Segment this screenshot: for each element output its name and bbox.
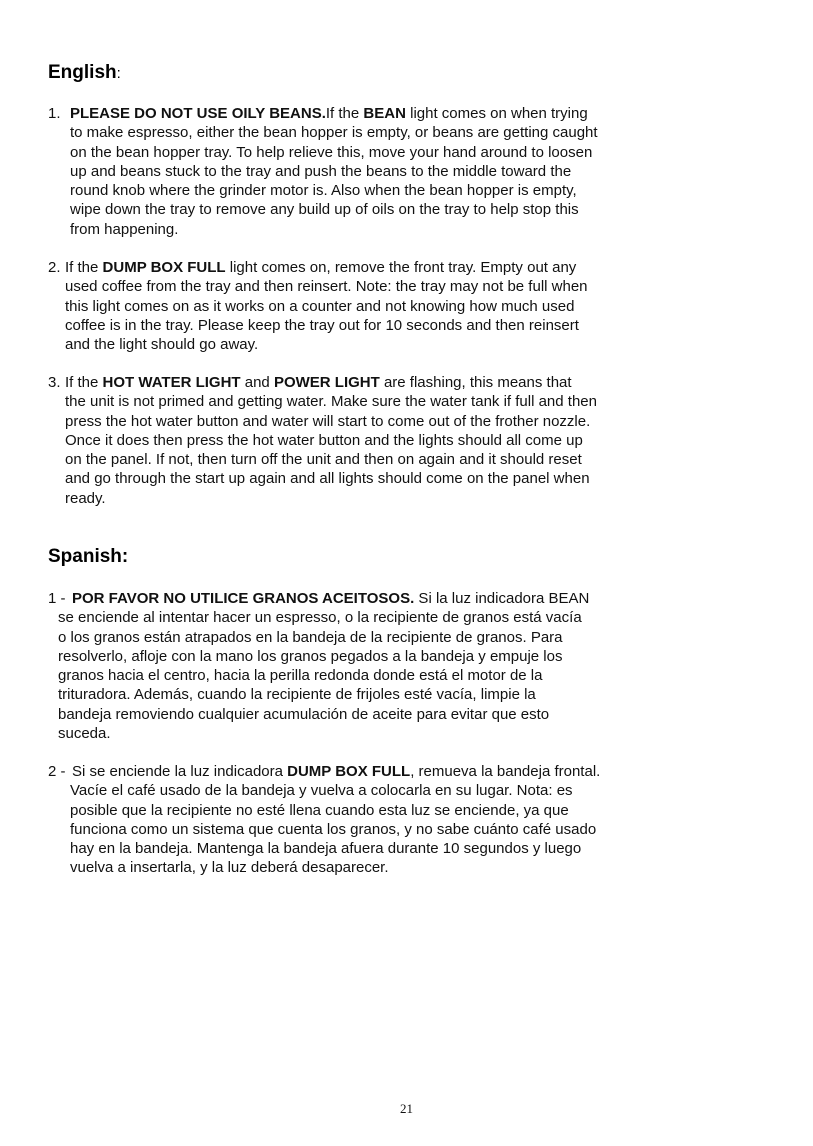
text-line: vuelva a insertarla, y la luz deberá desaparecer.: [70, 859, 389, 877]
warning-bold: POR FAVOR NO UTILICE GRANOS ACEITOSOS.: [72, 590, 415, 607]
text-line: coffee is in the tray. Please keep the tray out for 10 seconds and then reinsert: [65, 316, 579, 334]
english-item-1-text: [70, 104, 598, 239]
text-run: and: [240, 374, 274, 391]
text-line: [72, 762, 600, 781]
text-line: funciona como un sistema que cuenta los granos, y no sabe cuánto café usado: [70, 820, 597, 838]
text-line: resolverlo, afloje con la mano los granos pegados a la bandeja y empuje los: [58, 647, 563, 665]
text-line: to make espresso, either the bean hopper is empty, or beans are getting caught: [70, 124, 598, 142]
text-line: up and beans stuck to the tray and push the beans to the middle toward the: [70, 162, 572, 180]
english-item-2-text: [65, 258, 588, 354]
list-number: 1.: [48, 105, 61, 122]
text-line: and the light should go away.: [65, 336, 259, 354]
text-run: are flashing, this means that: [379, 374, 572, 391]
list-number: 3.: [48, 374, 61, 391]
text-line: on the panel. If not, then turn off the unit and then on again and it should reset: [65, 451, 582, 469]
text-line: Vacíe el café usado de la bandeja y vuelva a colocarla en su lugar. Nota: es: [70, 782, 573, 800]
text-line: on the bean hopper tray. To help relieve this, move your hand around to loosen: [70, 143, 593, 161]
bean-bold: BEAN: [363, 105, 406, 122]
text-line: o los granos están atrapados en la bandeja de la recipiente de granos. Para: [58, 628, 563, 646]
text-run: If the: [325, 105, 364, 122]
text-line: press the hot water button and water will start to come out of the frother nozzle.: [65, 412, 591, 430]
text-run: light comes on when trying: [405, 105, 588, 122]
power-light-bold: POWER LIGHT: [273, 374, 380, 391]
english-item-3-text: [65, 373, 597, 508]
text-line: hay en la bandeja. Mantenga la bandeja afuera durante 10 segundos y luego: [70, 840, 582, 858]
text-line: granos hacia el centro, hacia la perilla redonda donde está el motor de la: [58, 667, 543, 685]
text-run: If the: [65, 374, 103, 391]
text-line: ready.: [65, 489, 106, 507]
text-line: Once it does then press the hot water button and the lights should all come up: [65, 431, 583, 449]
list-number: 1 -: [48, 590, 66, 607]
text-line: [72, 589, 589, 608]
text-run: If the: [65, 259, 103, 276]
text-line: round knob where the grinder motor is. Also when the bean hopper is empty,: [70, 182, 577, 200]
text-line: from happening.: [70, 220, 179, 238]
text-line: posible que la recipiente no esté llena cuando esta luz se enciende, ya que: [70, 801, 569, 819]
text-line: suceda.: [58, 725, 111, 743]
text-run: , remueva la bandeja frontal.: [410, 763, 601, 780]
text-line: used coffee from the tray and then reinsert. Note: the tray may not be full when: [65, 278, 588, 296]
text-line: trituradora. Además, cuando la recipiente de frijoles esté vacía, limpie la: [58, 686, 536, 704]
text-line: this light comes on as it works on a counter and not knowing how much used: [65, 297, 575, 315]
text-run: light comes on, remove the front tray. Empty out any: [225, 259, 577, 276]
text-line: bandeja removiendo cualquier acumulación de aceite para evitar que esto: [58, 705, 550, 723]
dump-box-full-bold: DUMP BOX FULL: [287, 763, 411, 780]
text-line: [65, 258, 588, 277]
text-line: and go through the start up again and all lights should come on the panel when: [65, 470, 590, 488]
text-line: the unit is not primed and getting water. Make sure the water tank if full and then: [65, 393, 597, 411]
warning-bold: PLEASE DO NOT USE OILY BEANS.: [70, 105, 326, 122]
list-number: 2 -: [48, 763, 66, 780]
spanish-heading: Spanish:: [48, 546, 129, 567]
list-number: 2.: [48, 259, 61, 276]
text-line: se enciende al intentar hacer un espresso, o la recipiente de granos está vacía: [58, 609, 582, 627]
text-run: Si se enciende la luz indicadora: [72, 763, 288, 780]
text-line: [70, 104, 598, 123]
spanish-item-1-text: [58, 589, 590, 743]
spanish-item-2-text: [70, 762, 600, 878]
text-run: Si la luz indicadora BEAN: [414, 590, 590, 607]
dump-box-full-bold: DUMP BOX FULL: [102, 259, 226, 276]
english-heading-text: English: [48, 62, 117, 83]
text-line: wipe down the tray to remove any build up of oils on the tray to help stop this: [70, 201, 579, 219]
page-number: 21: [400, 1101, 413, 1116]
text-line: [65, 373, 597, 392]
english-heading: [48, 62, 121, 84]
english-heading-colon: :: [116, 65, 121, 82]
hot-water-light-bold: HOT WATER LIGHT: [102, 374, 241, 391]
